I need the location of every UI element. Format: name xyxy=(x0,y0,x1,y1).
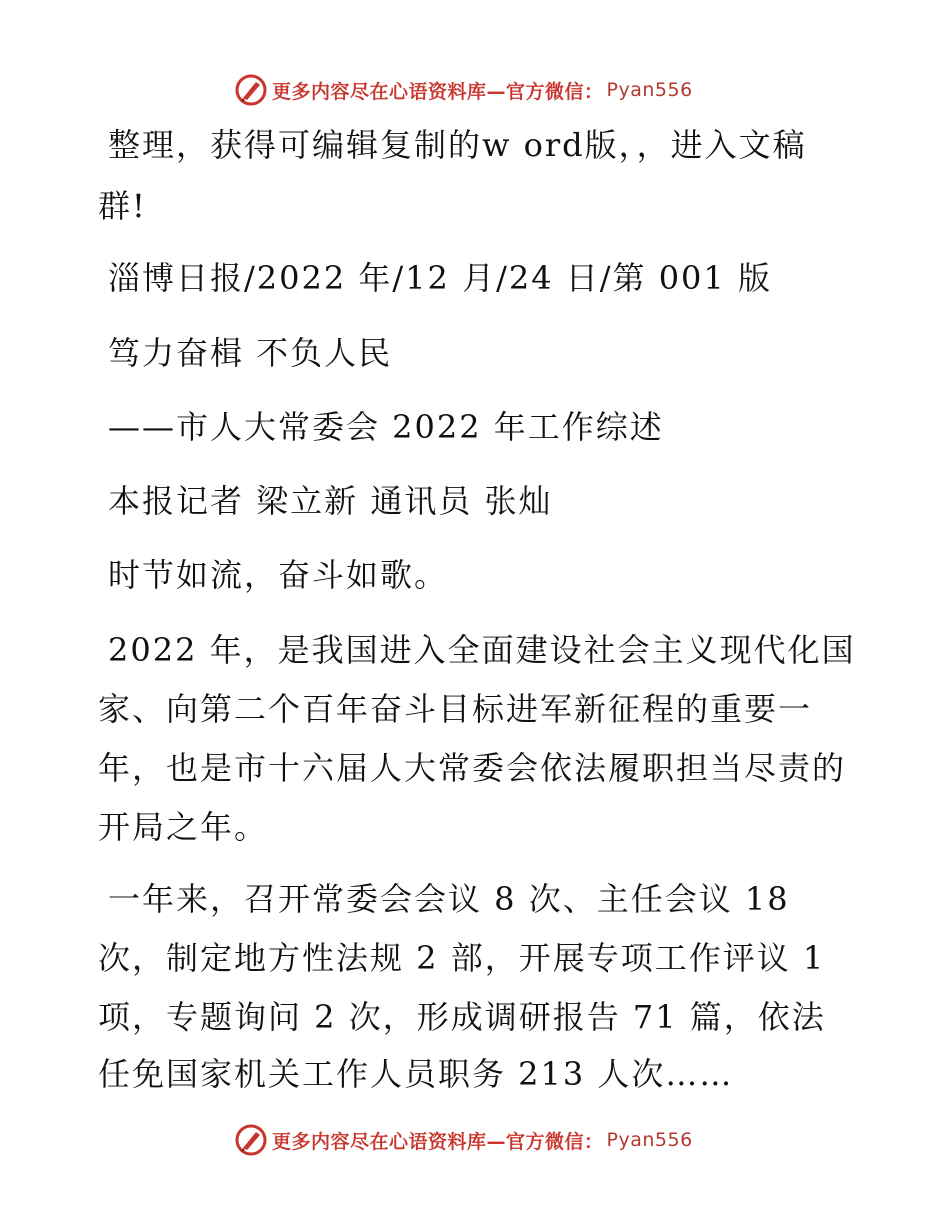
paragraph-2-line-3: 年，也是市十六届人大常委会依法履职担当尽责的 xyxy=(98,749,847,787)
paragraph-3-line-2: 次，制定地方性法规 2 部，开展专项工作评议 1 xyxy=(98,939,826,977)
paragraph-3-line-4: 任免国家机关工作人员职务 213 人次…… xyxy=(98,1055,734,1093)
article-title: 笃力奋楫 不负人民 xyxy=(108,334,393,372)
intro-line-1: 整理，获得可编辑复制的w ord版，，进入文稿 xyxy=(108,126,807,164)
article-subtitle: ——市人大常委会 2022 年工作综述 xyxy=(108,408,664,446)
paragraph-3-line-3: 项，专题询问 2 次，形成调研报告 71 篇，依法 xyxy=(98,998,826,1036)
paragraph-2-line-2: 家、向第二个百年奋斗目标进军新征程的重要一 xyxy=(98,690,813,728)
lead-sentence: 时节如流，奋斗如歌。 xyxy=(108,556,449,594)
paragraph-3-line-1: 一年来，召开常委会会议 8 次、主任会议 18 xyxy=(108,880,790,918)
intro-line-2: 群! xyxy=(98,187,147,225)
watermark-header xyxy=(234,73,693,107)
paragraph-2-line-1: 2022 年，是我国进入全面建设社会主义现代化国 xyxy=(108,631,856,669)
quill-logo-icon xyxy=(234,73,268,107)
paragraph-2-line-4: 开局之年。 xyxy=(98,808,269,846)
quill-logo-icon xyxy=(234,1123,268,1157)
byline: 本报记者 梁立新 通讯员 张灿 xyxy=(108,482,553,520)
source-line: 淄博日报/2022 年/12 月/24 日/第 001 版 xyxy=(108,259,772,297)
wechat-id: Pyan556 xyxy=(606,79,693,101)
watermark-text: 更多内容尽在心语资料库—官方微信： xyxy=(272,80,604,103)
wechat-id: Pyan556 xyxy=(606,1129,693,1151)
watermark-text: 更多内容尽在心语资料库—官方微信： xyxy=(272,1130,604,1153)
watermark-footer xyxy=(234,1123,693,1157)
